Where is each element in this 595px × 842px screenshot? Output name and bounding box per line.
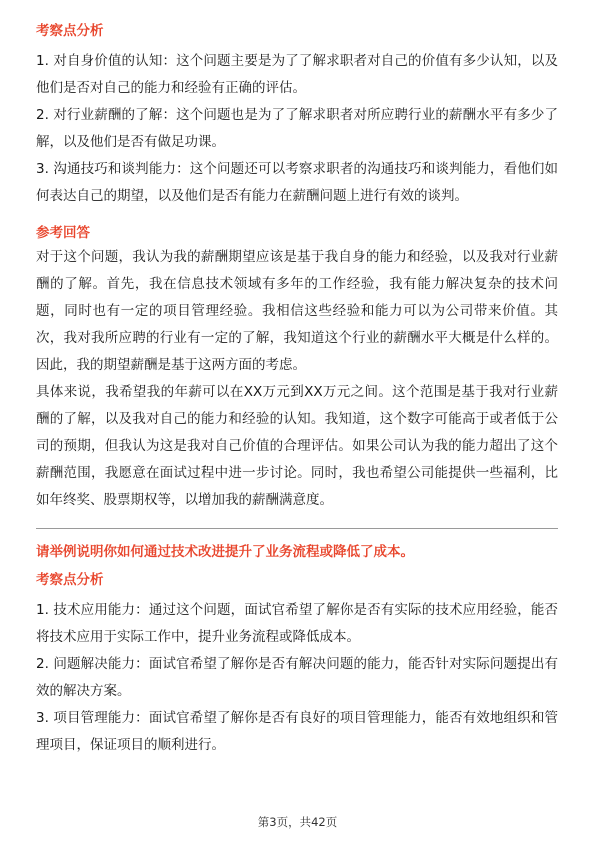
section-heading-analysis: 考察点分析	[36, 572, 104, 588]
analysis-item: 1. 对自身价值的认知：这个问题主要是为了了解求职者对自己的价值有多少认知，以及他们是否对自己的能力和经验有正确的评估。	[36, 53, 558, 96]
page-content	[36, 20, 558, 759]
analysis-item: 3. 项目管理能力：面试官希望了解你是否有良好的项目管理能力，能否有效地组织和管理项目，保证项目的顺利进行。	[36, 710, 558, 753]
analysis-item: 2. 对行业薪酬的了解：这个问题也是为了了解求职者对所应聘行业的薪酬水平有多少了解，以及他们是否有做足功课。	[36, 107, 558, 150]
analysis-item: 2. 问题解决能力：面试官希望了解你是否有解决问题的能力，能否针对实际问题提出有效的解决方案。	[36, 656, 558, 699]
answer-paragraph: 对于这个问题，我认为我的薪酬期望应该是基于我自身的能力和经验，以及我对行业薪酬的了解。首先，我在信息技术领域有多年的工作经验，我有能力解决复杂的技术问题，同时也有一定的项目管理经验。我相信这些经验和能力可以为公司带来价值。其次，我对我所应聘的行业有一定的了解，我知道这个行业的薪酬水平大概是什么样的。因此，我的期望薪酬是基于这两方面的考虑。	[36, 249, 558, 373]
section-divider	[36, 528, 558, 529]
page-number-footer: 第3页，共42页	[257, 815, 338, 829]
section-heading-reference-answer: 参考回答	[36, 225, 90, 241]
answer-paragraph: 具体来说，我希望我的年薪可以在XX万元到XX万元之间。这个范围是基于我对行业薪酬的了解，以及我对自己的能力和经验的认知。我知道，这个数字可能高于或者低于公司的预期，但我认为这是我对自己价值的合理评估。如果公司认为我的能力超出了这个薪酬范围，我愿意在面试过程中进一步讨论。同时，我也希望公司能提供一些福利，比如年终奖、股票期权等，以增加我的薪酬满意度。	[36, 384, 558, 508]
section-heading-analysis: 考察点分析	[36, 23, 104, 39]
question-title: 请举例说明你如何通过技术改进提升了业务流程或降低了成本。	[36, 544, 414, 560]
analysis-item: 1. 技术应用能力：通过这个问题，面试官希望了解你是否有实际的技术应用经验，能否将技术应用于实际工作中，提升业务流程或降低成本。	[36, 602, 558, 645]
analysis-item: 3. 沟通技巧和谈判能力：这个问题还可以考察求职者的沟通技巧和谈判能力，看他们如何表达自己的期望，以及他们是否有能力在薪酬问题上进行有效的谈判。	[36, 161, 558, 204]
